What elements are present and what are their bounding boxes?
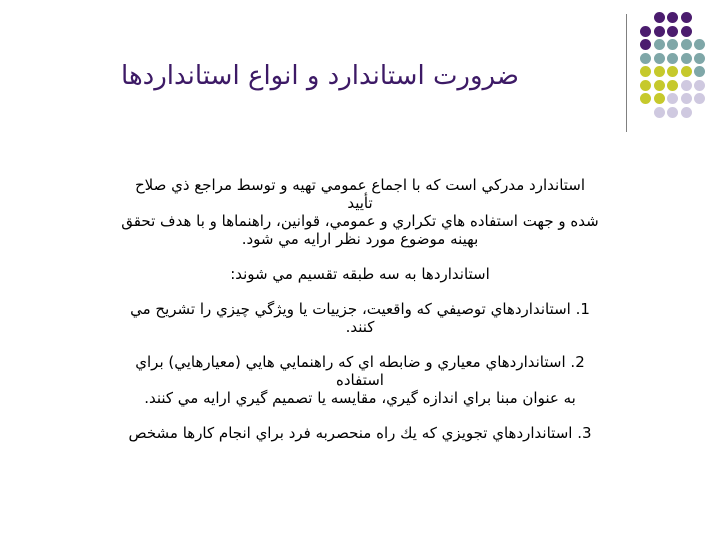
decorative-dot	[654, 107, 665, 118]
decorative-dot	[681, 107, 692, 118]
decorative-dot	[667, 66, 678, 77]
type-2-line-2: استفاده	[336, 371, 384, 389]
decorative-dot	[694, 39, 705, 50]
decorative-dot	[694, 80, 705, 91]
decorative-dot	[667, 53, 678, 64]
decorative-dot	[667, 39, 678, 50]
decorative-dot	[667, 26, 678, 37]
decorative-dot	[640, 53, 651, 64]
decorative-dot	[640, 93, 651, 104]
decorative-dot	[667, 93, 678, 104]
definition-line-3: شده و جهت استفاده هاي تكراري و عمومي، قوانين، راهنماها و با هدف تحقق	[121, 212, 599, 230]
decorative-dot	[667, 12, 678, 23]
definition-line-4: بهينه موضوع مورد نظر ارايه مي شود.	[241, 230, 479, 248]
decorative-dot	[654, 53, 665, 64]
definition-line-1: استاندارد مدركي است كه با اجماع عمومي تهيه و توسط مراجع ذي صلاح	[134, 176, 586, 194]
decorative-dot	[681, 26, 692, 37]
paragraph-gap	[40, 407, 680, 424]
type-2-line-1: 2. استانداردهاي معياري و ضابطه اي كه راهنمايي هايي (معيارهايي) براي	[135, 353, 585, 371]
type-1-line-1: 1. استانداردهاي توصيفي كه واقعيت، جزييات يا ويژگي چيزي را تشريح مي	[130, 300, 590, 318]
decorative-dot	[694, 53, 705, 64]
decorative-dot	[681, 39, 692, 50]
paragraph-gap	[40, 283, 680, 300]
decorative-dot	[654, 80, 665, 91]
slide-body	[40, 176, 680, 442]
decorative-dot	[654, 12, 665, 23]
decorative-dot	[667, 80, 678, 91]
definition-line-2: تأييد	[347, 194, 373, 212]
decorative-dot	[640, 26, 651, 37]
decorative-dot	[667, 107, 678, 118]
decorative-dot	[694, 66, 705, 77]
decorative-dot	[681, 12, 692, 23]
type-2-line-3: به عنوان مبنا براي اندازه گيري، مقايسه يا تصميم گيري ارايه مي كنند.	[144, 389, 576, 407]
decorative-dot	[681, 80, 692, 91]
decorative-dot	[654, 39, 665, 50]
slide-title: ضرورت استاندارد و انواع استانداردها	[121, 61, 519, 91]
decorative-dot	[654, 26, 665, 37]
decorative-dot	[640, 80, 651, 91]
paragraph-gap	[40, 248, 680, 265]
type-1-line-2: كنند.	[345, 318, 375, 336]
decorative-dot	[681, 93, 692, 104]
decorative-dot	[654, 66, 665, 77]
type-3-line-1: 3. استانداردهاي تجويزي كه يك راه منحصربه فرد براي انجام كارها مشخص	[128, 424, 592, 442]
decorative-dot	[640, 66, 651, 77]
decorative-dot	[654, 93, 665, 104]
decorative-dot-grid	[640, 12, 710, 132]
title-divider	[626, 14, 627, 132]
classification-intro: استانداردها به سه طبقه تقسيم مي شوند:	[230, 265, 490, 283]
decorative-dot	[681, 66, 692, 77]
decorative-dot	[640, 39, 651, 50]
decorative-dot	[694, 93, 705, 104]
paragraph-gap	[40, 336, 680, 353]
decorative-dot	[681, 53, 692, 64]
